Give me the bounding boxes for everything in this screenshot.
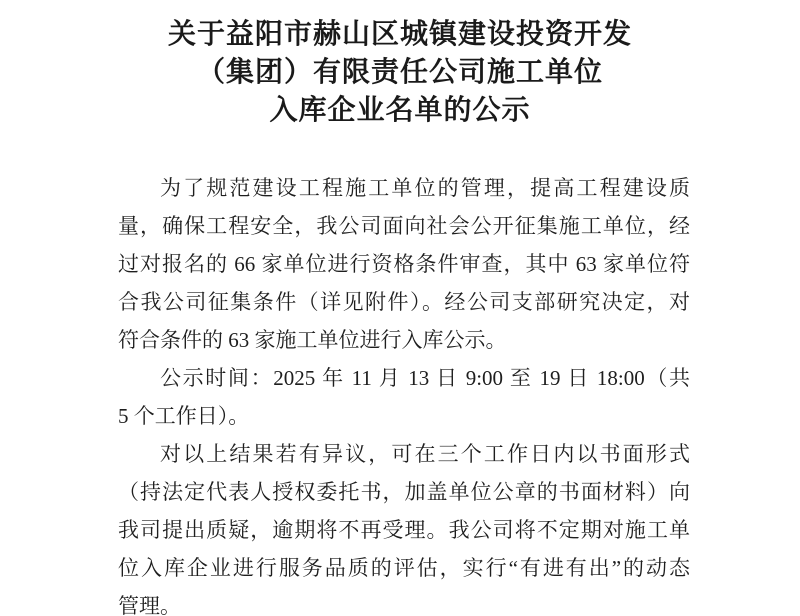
body-line: 位入库企业进行服务品质的评估，实行“有进有出”的动态 — [118, 556, 690, 580]
body-line: 量，确保工程安全，我公司面向社会公开征集施工单位，经 — [118, 214, 690, 238]
title-line-3: 入库企业名单的公示 — [269, 94, 531, 125]
title-line-1: 关于益阳市赫山区城镇建设投资开发 — [167, 18, 632, 49]
body-line: 合我公司征集条件（详见附件）。经公司支部研究决定，对 — [118, 290, 690, 314]
title-line-2: （集团）有限责任公司施工单位 — [196, 56, 603, 87]
body-line: 为了规范建设工程施工单位的管理，提高工程建设质 — [160, 176, 690, 200]
body-line: 符合条件的 63 家施工单位进行入库公示。 — [118, 328, 507, 352]
body-line: 公示时间：2025 年 11 月 13 日 9:00 至 19 日 18:00（共 — [160, 366, 690, 390]
body-line: 5 个工作日）。 — [118, 404, 250, 428]
document-title — [0, 15, 800, 129]
document-body — [118, 169, 690, 616]
body-line: （持法定代表人授权委托书，加盖单位公章的书面材料）向 — [118, 480, 690, 504]
body-line: 过对报名的 66 家单位进行资格条件审查，其中 63 家单位符 — [118, 252, 690, 276]
body-line: 对以上结果若有异议，可在三个工作日内以书面形式 — [160, 442, 690, 466]
body-line: 管理。 — [118, 594, 181, 616]
body-line: 我司提出质疑，逾期将不再受理。我公司将不定期对施工单 — [118, 518, 690, 542]
